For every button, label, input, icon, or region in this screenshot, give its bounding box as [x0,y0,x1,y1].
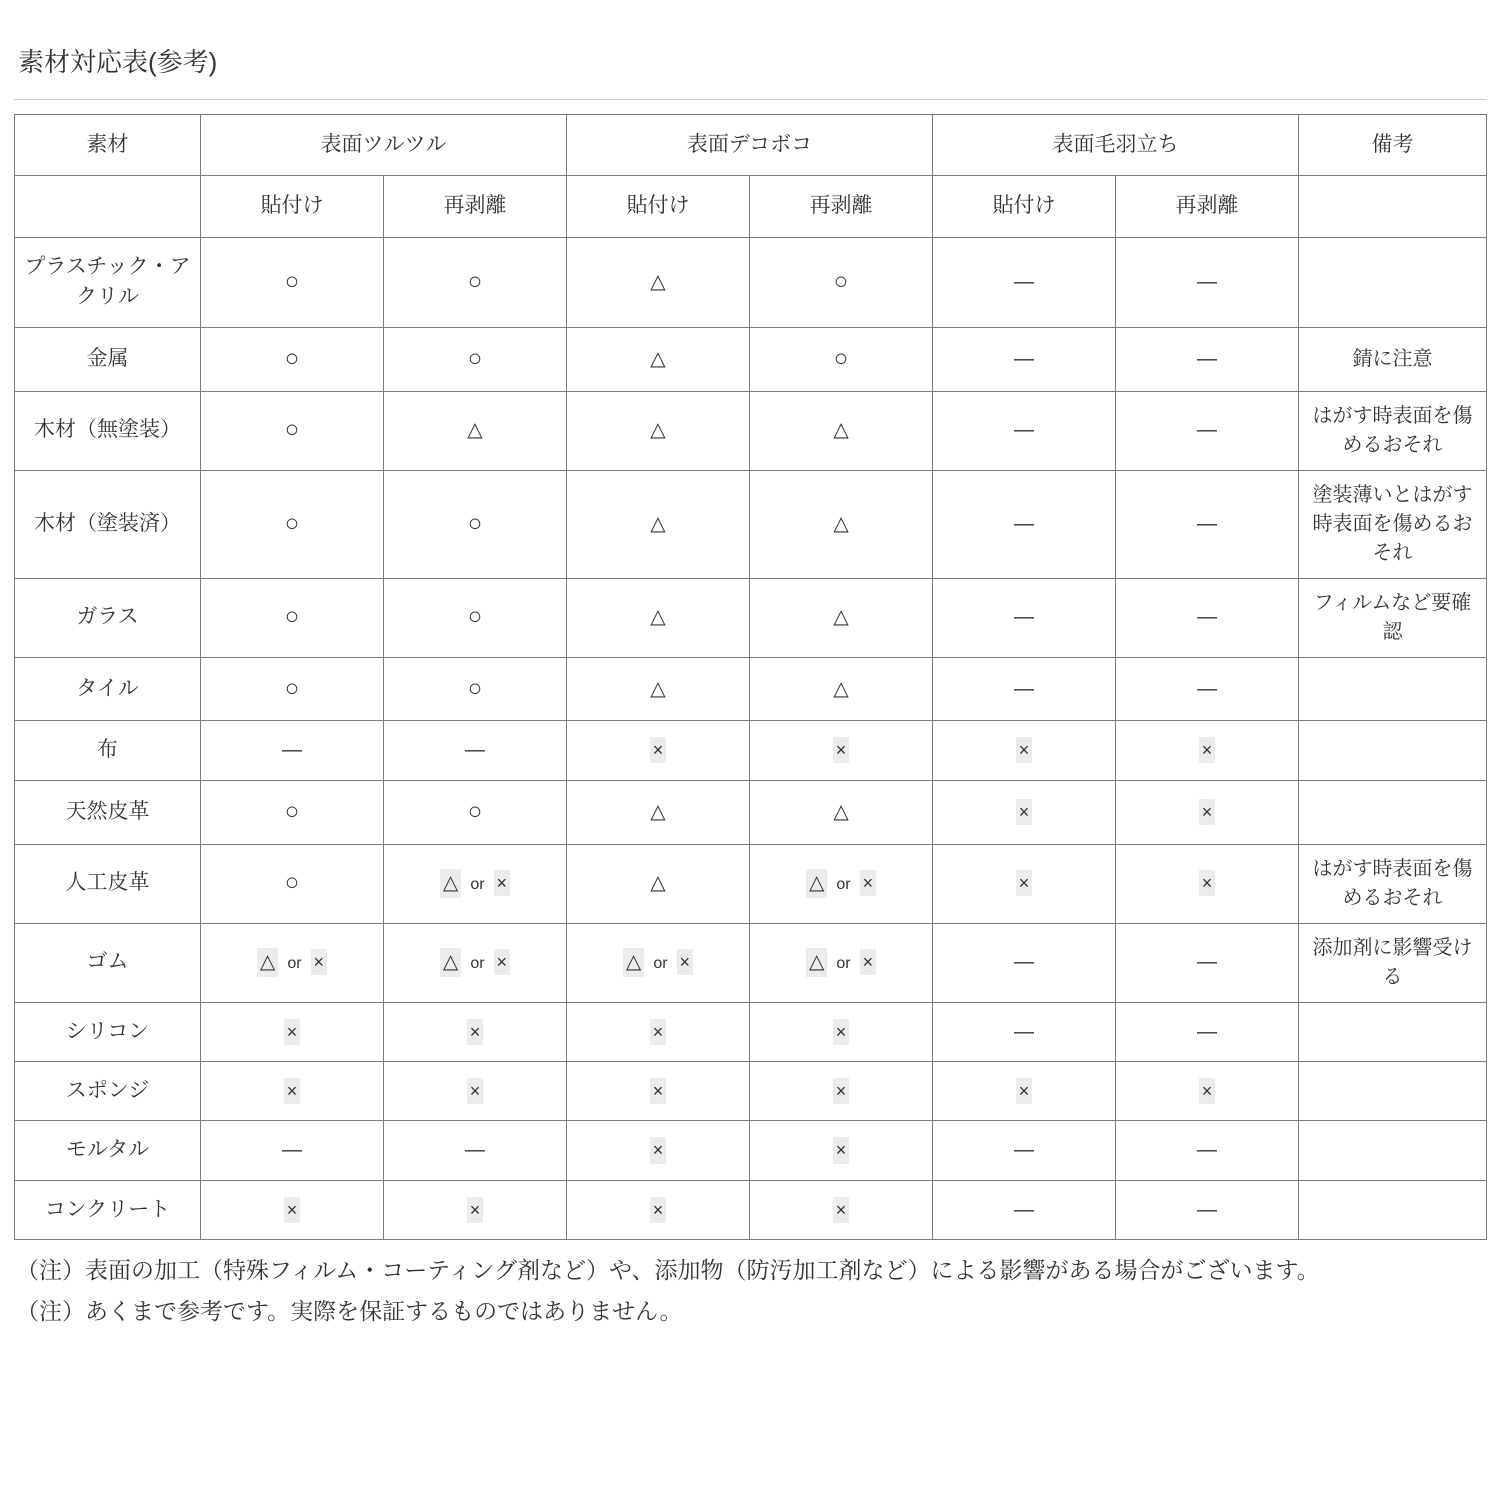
material-cell: コンクリート [15,1180,201,1239]
triangle-symbol: △ [833,677,849,700]
rating-cell [567,721,750,780]
table-row [15,657,1487,721]
remarks-cell [1299,780,1487,844]
rating-cell [567,1062,750,1121]
dash-symbol: ― [1014,1139,1035,1162]
cross-symbol: × [833,1197,850,1223]
rating-cell [384,391,567,470]
cross-symbol: × [284,1078,301,1104]
cross-symbol: × [833,737,850,763]
table-row [15,721,1487,780]
cross-symbol: × [860,870,877,896]
cross-symbol: × [1199,737,1216,763]
rating-cell [933,1180,1116,1239]
triangle-symbol: △ [257,948,278,977]
rating-cell [384,1121,567,1180]
surface-group-header: 表面ツルツル [201,115,567,176]
or-text: or [836,955,851,973]
cross-symbol: × [650,1019,667,1045]
rating-cell [933,923,1116,1002]
rating-cell [1116,780,1299,844]
cross-symbol: × [467,1078,484,1104]
rating-cell [384,237,567,327]
cross-symbol: × [650,1078,667,1104]
remarks-cell [1299,657,1487,721]
dash-symbol: ― [1014,1020,1035,1043]
table-row [15,391,1487,470]
rating-cell [933,391,1116,470]
subheader-cell: 再剥離 [750,176,933,237]
triangle-symbol: △ [650,347,666,370]
empty-header-cell [1299,176,1487,237]
cross-symbol: × [1199,799,1216,825]
rating-cell [567,391,750,470]
cross-symbol: × [860,949,877,975]
circle-symbol: ○ [467,344,483,372]
rating-cell [384,657,567,721]
rating-cell [201,391,384,470]
material-cell: 木材（塗装済） [15,470,201,578]
material-cell: シリコン [15,1002,201,1061]
surface-group-header: 表面デコボコ [567,115,933,176]
rating-cell [384,578,567,657]
triangle-symbol: △ [650,872,666,895]
cross-symbol: × [284,1019,301,1045]
rating-cell [201,237,384,327]
cross-symbol: × [650,737,667,763]
subheader-row [15,176,1487,237]
rating-cell [933,844,1116,923]
dash-symbol: ― [1197,271,1218,294]
dash-symbol: ― [1014,951,1035,974]
dash-symbol: ― [465,1139,485,1162]
rating-cell [201,1062,384,1121]
rating-cell [933,237,1116,327]
rating-cell [384,327,567,391]
table-row [15,578,1487,657]
title-divider [14,99,1486,100]
table-row [15,470,1487,578]
circle-symbol: ○ [284,344,300,372]
triangle-symbol: △ [440,948,461,977]
footnote-line: （注）あくまで参考です。実際を保証するものではありません。 [16,1297,683,1324]
rating-cell [567,237,750,327]
rating-cell [201,327,384,391]
dash-symbol: ― [465,739,485,762]
rating-cell [750,1121,933,1180]
dash-symbol: ― [1197,512,1218,535]
rating-cell [201,578,384,657]
circle-symbol: ○ [284,603,300,631]
cross-symbol: × [650,1197,667,1223]
subheader-cell: 再剥離 [384,176,567,237]
empty-header-cell [15,176,201,237]
or-text: or [836,876,851,894]
rating-cell [750,844,933,923]
remarks-cell [1299,1180,1487,1239]
rating-cell [201,780,384,844]
rating-cell [384,721,567,780]
circle-symbol: ○ [833,267,849,295]
remarks-cell [1299,1002,1487,1061]
or-text: or [287,955,302,973]
rating-cell [567,470,750,578]
rating-cell [1116,391,1299,470]
rating-cell [1116,1180,1299,1239]
triangle-symbol: △ [806,948,827,977]
rating-cell [750,780,933,844]
rating-cell [933,470,1116,578]
rating-cell [384,1180,567,1239]
footnotes [16,1250,1484,1331]
rating-cell [384,780,567,844]
table-row [15,327,1487,391]
triangle-symbol: △ [650,800,666,823]
dash-symbol: ― [1197,606,1218,629]
dash-symbol: ― [1197,347,1218,370]
rating-cell [201,470,384,578]
table-head [15,115,1487,238]
rating-cell [201,923,384,1002]
subheader-cell: 貼付け [201,176,384,237]
dash-symbol: ― [1014,512,1035,535]
dash-symbol: ― [1197,677,1218,700]
material-cell: 木材（無塗装） [15,391,201,470]
table-row [15,237,1487,327]
subheader-cell: 貼付け [567,176,750,237]
dash-symbol: ― [1197,1139,1218,1162]
rating-cell [201,1121,384,1180]
rating-cell [750,327,933,391]
material-cell: スポンジ [15,1062,201,1121]
cross-symbol: × [650,1137,667,1163]
rating-cell [567,1121,750,1180]
rating-cell [933,1002,1116,1061]
rating-cell [567,578,750,657]
circle-symbol: ○ [467,267,483,295]
cross-symbol: × [677,949,694,975]
material-cell: ゴム [15,923,201,1002]
circle-symbol: ○ [284,869,300,897]
rating-cell [567,1180,750,1239]
dash-symbol: ― [1014,677,1035,700]
rating-cell [1116,1062,1299,1121]
dash-symbol: ― [1197,419,1218,442]
triangle-symbol: △ [623,948,644,977]
table-body [15,237,1487,1239]
rating-cell [1116,657,1299,721]
rating-cell [1116,923,1299,1002]
or-text: or [653,955,668,973]
table-row [15,844,1487,923]
rating-cell [201,657,384,721]
circle-symbol: ○ [284,509,300,537]
triangle-symbol: △ [650,512,666,535]
cross-symbol: × [1199,1078,1216,1104]
remarks-cell: 錆に注意 [1299,327,1487,391]
table-row [15,780,1487,844]
rating-cell [567,327,750,391]
remarks-cell: 塗装薄いとはがす時表面を傷めるおそれ [1299,470,1487,578]
rating-cell [750,578,933,657]
cross-symbol: × [284,1197,301,1223]
triangle-symbol: △ [650,271,666,294]
triangle-symbol: △ [806,869,827,898]
rating-cell [201,844,384,923]
circle-symbol: ○ [467,603,483,631]
cross-symbol: × [311,949,328,975]
rating-cell [384,844,567,923]
rating-cell [567,1002,750,1061]
material-cell: ガラス [15,578,201,657]
subheader-cell: 再剥離 [1116,176,1299,237]
dash-symbol: ― [1014,347,1035,370]
cross-symbol: × [1016,799,1033,825]
dash-symbol: ― [1014,606,1035,629]
dash-symbol: ― [1014,271,1035,294]
remarks-column-header: 備考 [1299,115,1487,176]
remarks-cell: フィルムなど要確認 [1299,578,1487,657]
material-column-header: 素材 [15,115,201,176]
rating-cell [567,923,750,1002]
remarks-cell [1299,721,1487,780]
remarks-cell [1299,1062,1487,1121]
dash-symbol: ― [1197,1198,1218,1221]
or-text: or [470,876,485,894]
rating-cell [384,1062,567,1121]
rating-cell [750,721,933,780]
rating-cell [201,1180,384,1239]
surface-group-header: 表面毛羽立ち [933,115,1299,176]
rating-cell [567,780,750,844]
triangle-symbol: △ [833,800,849,823]
cross-symbol: × [833,1137,850,1163]
dash-symbol: ― [282,1139,302,1162]
rating-cell [933,657,1116,721]
rating-cell [750,1062,933,1121]
remarks-cell [1299,237,1487,327]
circle-symbol: ○ [284,674,300,702]
circle-symbol: ○ [467,509,483,537]
rating-cell [933,327,1116,391]
rating-cell [750,470,933,578]
rating-cell [201,1002,384,1061]
dash-symbol: ― [1014,1198,1035,1221]
table-row [15,1062,1487,1121]
circle-symbol: ○ [467,674,483,702]
rating-cell [567,844,750,923]
material-cell: 人工皮革 [15,844,201,923]
or-text: or [470,955,485,973]
triangle-symbol: △ [440,869,461,898]
material-cell: タイル [15,657,201,721]
rating-cell [1116,1002,1299,1061]
rating-cell [1116,1121,1299,1180]
cross-symbol: × [833,1078,850,1104]
material-cell: モルタル [15,1121,201,1180]
header-row [15,115,1487,176]
cross-symbol: × [494,949,511,975]
cross-symbol: × [467,1019,484,1045]
rating-cell [384,1002,567,1061]
triangle-symbol: △ [650,419,666,442]
circle-symbol: ○ [833,344,849,372]
circle-symbol: ○ [284,267,300,295]
triangle-symbol: △ [833,512,849,535]
rating-cell [933,780,1116,844]
rating-cell [750,923,933,1002]
dash-symbol: ― [282,739,302,762]
rating-cell [1116,721,1299,780]
rating-cell [1116,237,1299,327]
cross-symbol: × [494,870,511,896]
triangle-symbol: △ [650,606,666,629]
triangle-symbol: △ [467,419,483,442]
circle-symbol: ○ [284,416,300,444]
material-cell: 金属 [15,327,201,391]
rating-cell [1116,327,1299,391]
material-compatibility-table [14,114,1487,1240]
rating-cell [750,657,933,721]
dash-symbol: ― [1197,951,1218,974]
rating-cell [933,1062,1116,1121]
remarks-cell: はがす時表面を傷めるおそれ [1299,844,1487,923]
cross-symbol: × [1016,870,1033,896]
table-row [15,1180,1487,1239]
cross-symbol: × [1016,737,1033,763]
subheader-cell: 貼付け [933,176,1116,237]
triangle-symbol: △ [833,606,849,629]
triangle-symbol: △ [833,419,849,442]
rating-cell [933,578,1116,657]
cross-symbol: × [467,1197,484,1223]
page-title: 素材対応表(参考) [18,47,218,77]
footnote-line: （注）表面の加工（特殊フィルム・コーティング剤など）や、添加物（防汚加工剤など）による影響がある場合がございます。 [16,1257,1320,1284]
rating-cell [750,1180,933,1239]
rating-cell [1116,844,1299,923]
rating-cell [1116,578,1299,657]
rating-cell [933,721,1116,780]
material-cell: 布 [15,721,201,780]
rating-cell [384,470,567,578]
material-cell: 天然皮革 [15,780,201,844]
dash-symbol: ― [1014,419,1035,442]
rating-cell [201,721,384,780]
table-row [15,923,1487,1002]
rating-cell [750,1002,933,1061]
rating-cell [750,237,933,327]
cross-symbol: × [1016,1078,1033,1104]
remarks-cell: はがす時表面を傷めるおそれ [1299,391,1487,470]
rating-cell [750,391,933,470]
table-row [15,1121,1487,1180]
rating-cell [567,657,750,721]
cross-symbol: × [1199,870,1216,896]
material-cell: プラスチック・アクリル [15,237,201,327]
remarks-cell [1299,1121,1487,1180]
triangle-symbol: △ [650,677,666,700]
rating-cell [384,923,567,1002]
table-row [15,1002,1487,1061]
circle-symbol: ○ [284,797,300,825]
cross-symbol: × [833,1019,850,1045]
circle-symbol: ○ [467,797,483,825]
dash-symbol: ― [1197,1020,1218,1043]
rating-cell [933,1121,1116,1180]
rating-cell [1116,470,1299,578]
remarks-cell: 添加剤に影響受ける [1299,923,1487,1002]
